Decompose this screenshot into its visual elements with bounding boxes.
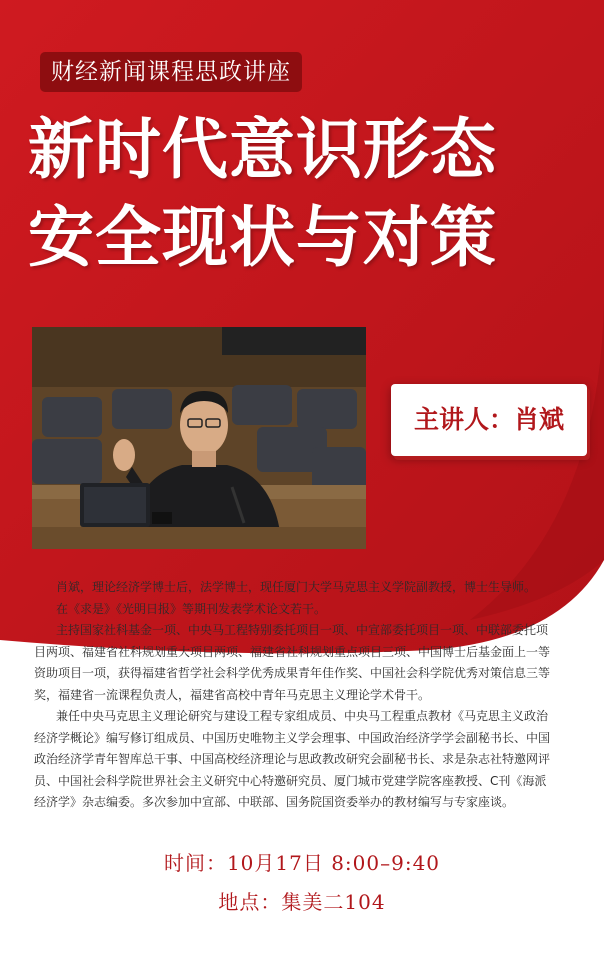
bio-line: 政治经济学青年智库总干事、中国高校经济理论与思政教改研究会副秘书长、求是杂志社特邀网评 bbox=[34, 752, 551, 766]
bio-line: 目两项、福建省社科规划重大项目两项、福建省社科规划重点项目三项、中国博士后基金面上一等 bbox=[34, 644, 551, 659]
bio-line: 员、中国社会科学院世界社会主义研究中心特邀研究员、厦门城市党建学院客座教授、C刊《海派 bbox=[34, 773, 547, 788]
bio-line: 奖，福建省一流课程负责人，福建省高校中青年马克思主义理论学术骨干。 bbox=[34, 687, 431, 702]
lecture-title-line-1: 新时代意识形态 bbox=[28, 111, 497, 188]
lecture-series-tag: 财经新闻课程思政讲座 bbox=[40, 52, 302, 92]
bio-line: 经济学》杂志编委。多次参加中宣部、中联部、国务院国资委举办的教材编写与专家座谈。 bbox=[34, 795, 515, 809]
lecture-title-line-2: 安全现状与对策 bbox=[28, 199, 497, 276]
event-time: 时间：10月17日 8:00–9:40 bbox=[163, 851, 441, 875]
bio-line: 主持国家社科基金一项、中央马工程特别委托项目一项、中宣部委托项目一项、中联部委托项 bbox=[56, 623, 549, 637]
speaker-name-card: 主讲人：肖斌 bbox=[391, 384, 587, 456]
speaker-photo bbox=[32, 327, 366, 549]
bio-line: 资助项目一项，获得福建省哲学社会科学优秀成果青年佳作奖、中国社会科学院优秀对策信息三等 bbox=[34, 666, 551, 680]
bio-line: 经济学概论》编写修订组成员、中国历史唯物主义学会理事、中国政治经济学学会副秘书长、中国 bbox=[34, 730, 551, 745]
bio-line: 在《求是》《光明日报》等期刊发表学术论文若干。 bbox=[56, 601, 327, 616]
speaker-bio bbox=[34, 577, 576, 814]
bio-line: 兼任中央马克思主义理论研究与建设工程专家组成员、中央马工程重点教材《马克思主义政治 bbox=[56, 709, 549, 723]
bio-line: 肖斌，理论经济学博士后，法学博士，现任厦门大学马克思主义学院副教授，博士生导师。 bbox=[56, 580, 537, 594]
event-location: 地点：集美二104 bbox=[218, 890, 386, 914]
